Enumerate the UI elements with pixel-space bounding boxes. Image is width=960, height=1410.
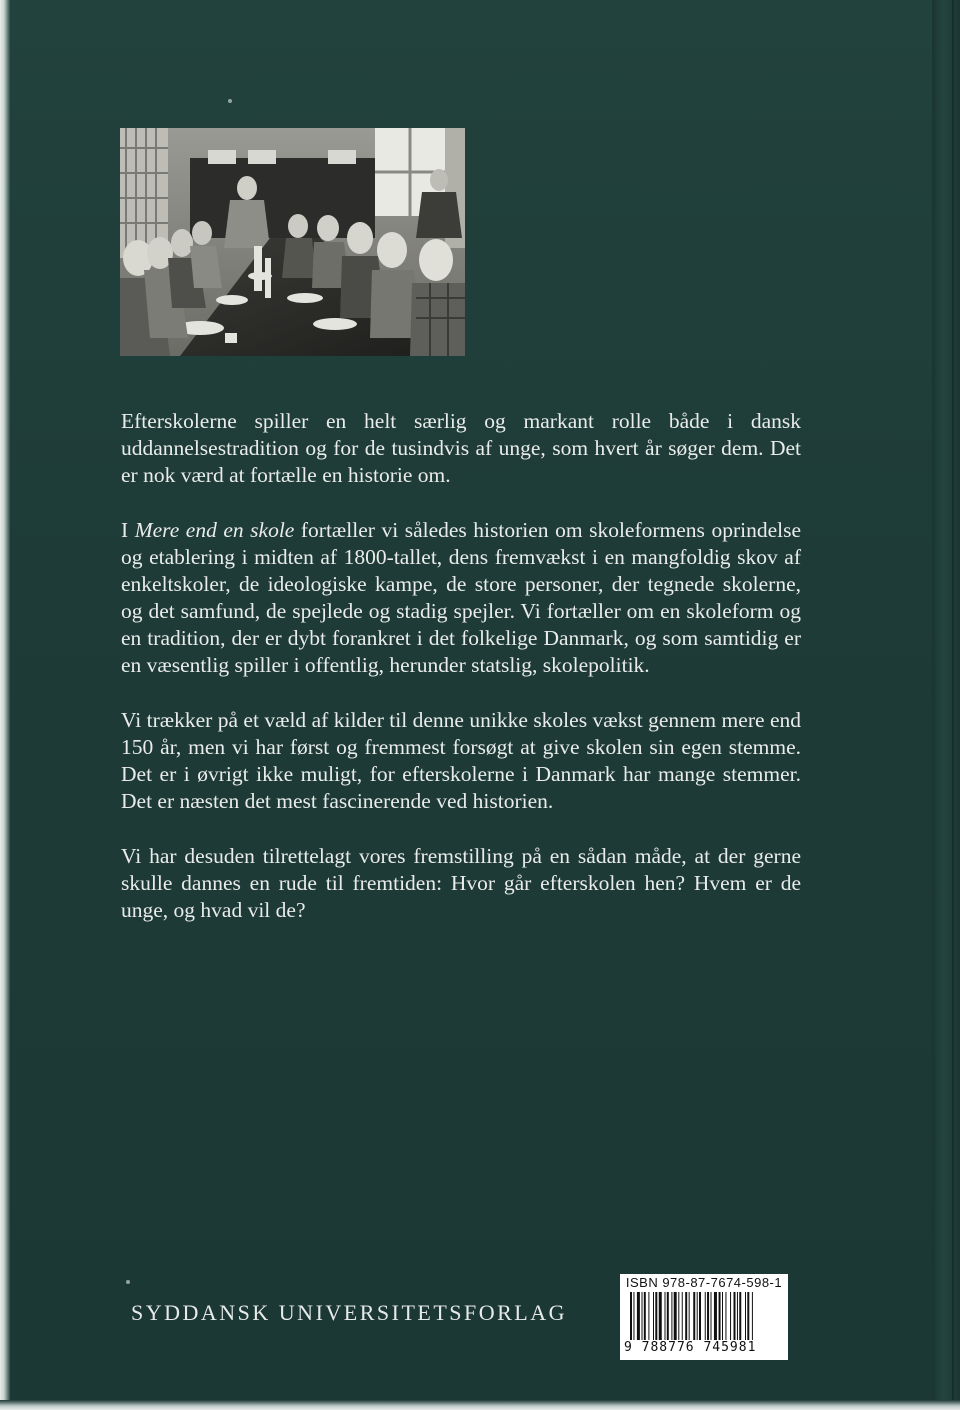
barcode-bar xyxy=(633,1292,634,1340)
barcode-bar xyxy=(714,1292,717,1340)
barcode-bar xyxy=(637,1292,640,1340)
vintage-photo-icon xyxy=(120,128,465,356)
barcode-bar xyxy=(685,1292,687,1340)
barcode-bars xyxy=(628,1292,784,1340)
dust-speck xyxy=(126,1280,130,1284)
blurb xyxy=(121,408,801,952)
barcode-bar xyxy=(689,1292,690,1340)
page-edge-bottom xyxy=(0,1400,960,1410)
barcode-bar xyxy=(737,1292,738,1340)
barcode-bar xyxy=(667,1292,669,1340)
book-title-italic: Mere end en skole xyxy=(134,518,295,542)
barcode-bar xyxy=(722,1292,723,1340)
barcode-bar xyxy=(739,1292,741,1340)
barcode-bar xyxy=(719,1292,721,1340)
barcode-bar xyxy=(674,1292,677,1340)
barcode-digits: 9 788776 745981 xyxy=(624,1340,757,1355)
barcode-bar xyxy=(665,1292,666,1340)
barcode-bar xyxy=(682,1292,683,1340)
photo-illustration xyxy=(120,128,465,356)
page-edge-left xyxy=(0,0,10,1410)
barcode-bar xyxy=(730,1292,731,1340)
publisher-name: SYDDANSK UNIVERSITETSFORLAG xyxy=(131,1300,568,1325)
barcode-bar xyxy=(699,1292,701,1340)
barcode-bar xyxy=(707,1292,709,1340)
blurb-paragraph-1: Efterskolerne spiller en helt særlig og markant rolle både i dansk uddannelsestradition og for de tusindvis af unge, som hvert år søger dem. Det er nok værd at fortælle en historie om. xyxy=(121,409,801,487)
barcode-bar xyxy=(653,1292,654,1340)
blurb-paragraph-3: Vi trækker på et væld af kilder til denne unikke skoles vækst gennem mere end 150 år, men vi har først og fremmest forsøgt at give skolen sin egen stemme. Det er i øvrigt ikke muligt, for efterskolerne i Danmark har mange stemmer. Det er næsten det mest fascinerende ved historien. xyxy=(121,708,801,813)
barcode-bar xyxy=(655,1292,657,1340)
barcode-bar xyxy=(659,1292,662,1340)
barcode-bar xyxy=(734,1292,736,1340)
blurb-paragraph-2-rest: fortæller vi således historien om skoleformens oprindelse og etablering i midten af 1800-tallet, dens fremvækst i en mangfoldig skov af enkeltskoler, de ideologiske kampe, de store personer, der tegnede skolerne, og det samfund, de spejlede og stadig spejler. Vi fortæller om en skoleform og en tradition, der er dybt forankret i det folkelige Danmark, og som samtidig er en væsentlig spiller i offentlig, herunder statslig, skolepolitik. xyxy=(121,518,801,677)
isbn-label: ISBN 978-87-7674-598-1 xyxy=(625,1275,783,1290)
barcode-bar xyxy=(644,1292,646,1340)
barcode-bar xyxy=(642,1292,643,1340)
blurb-paragraph-2 xyxy=(121,517,801,679)
barcode-bar xyxy=(648,1292,649,1340)
barcode-bar xyxy=(671,1292,672,1340)
barcode-bar xyxy=(630,1292,632,1340)
spine-groove xyxy=(952,0,954,1410)
barcode-bar xyxy=(693,1292,695,1340)
blurb-paragraph-4: Vi har desuden tilrettelagt vores fremstilling på en sådan måde, at der gerne skulle dannes en rude til fremtiden: Hvor går efterskolen hen? Hvem er de unge, og hvad vil de? xyxy=(121,844,801,922)
barcode-bar xyxy=(745,1292,746,1340)
barcode-bar xyxy=(752,1292,753,1340)
dust-speck xyxy=(228,99,232,103)
barcode-bar xyxy=(747,1292,749,1340)
blurb-paragraph-2-prefix: I xyxy=(121,518,135,542)
barcode-bar xyxy=(705,1292,706,1340)
barcode-bar xyxy=(678,1292,679,1340)
barcode-bar xyxy=(697,1292,698,1340)
barcode-icon xyxy=(620,1274,788,1360)
spine-edge xyxy=(932,0,960,1410)
barcode-bar xyxy=(711,1292,712,1340)
barcode-bar xyxy=(725,1292,726,1340)
